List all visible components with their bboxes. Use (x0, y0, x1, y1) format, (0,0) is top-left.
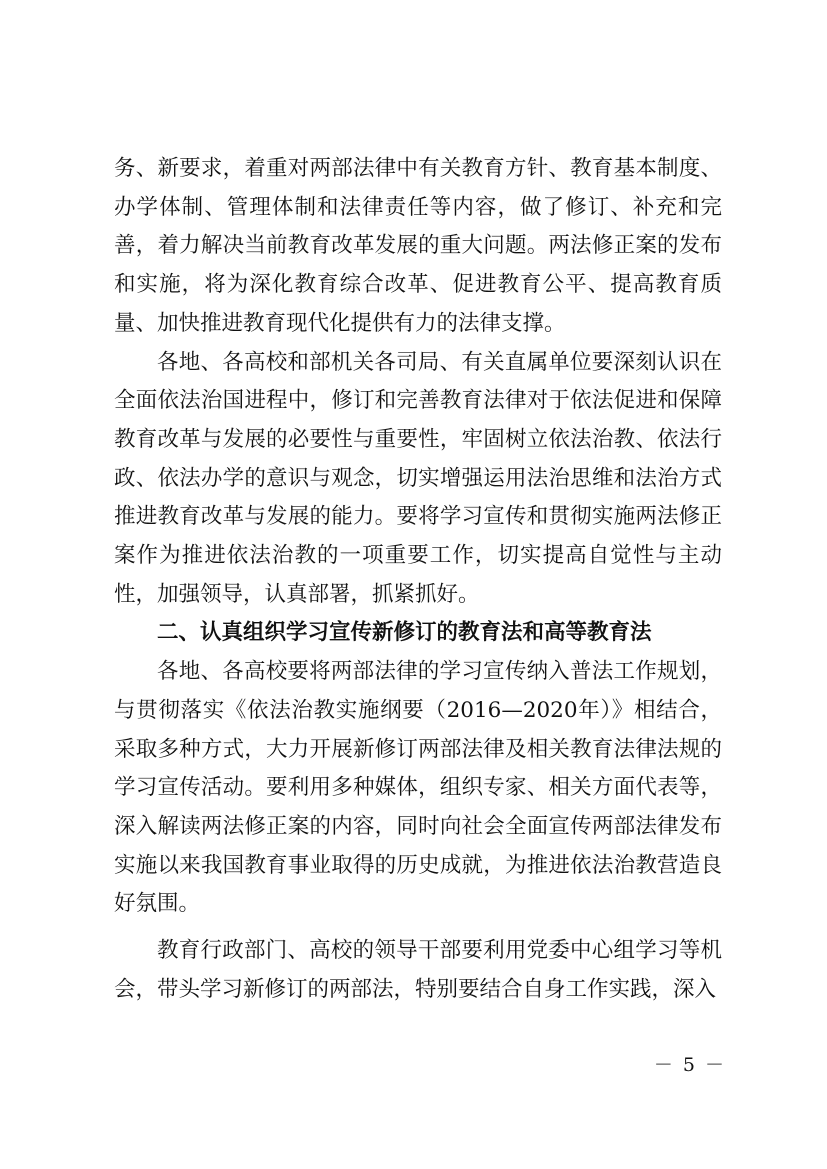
paragraph-continuation: 务、新要求，着重对两部法律中有关教育方针、教育基本制度、办学体制、管理体制和法律责任等内容，做了修订、补充和完善，着力解决当前教育改革发展的重大问题。两法修正案的发布和实施，将为深化教育综合改革、促进教育公平、提高教育质量、加快推进教育现代化提供有力的法律支撑。 (114, 156, 722, 336)
section-heading-2: 二、认真组织学习宣传新修订的教育法和高等教育法 (157, 620, 652, 646)
paragraph-leadership: 教育行政部门、高校的领导干部要利用党委中心组学习等机会，带头学习新修订的两部法，特别要结合自身工作实践，深入 (114, 938, 722, 1002)
page-number: － 5 － (653, 1054, 726, 1076)
paragraph-publicity: 各地、各高校要将两部法律的学习宣传纳入普法工作规划，与贯彻落实《依法治教实施纲要（2016—2020年）》相结合，采取多种方式，大力开展新修订两部法律及相关教育法律法规的学习宣传活动。要利用多种媒体，组织专家、相关方面代表等，深入解读两法修正案的内容，同时向社会全面宣传两部法律发布实施以来我国教育事业取得的历史成就，为推进依法治教营造良好氛围。 (114, 659, 722, 917)
document-body (114, 150, 722, 1009)
paragraph-awareness: 各地、各高校和部机关各司局、有关直属单位要深刻认识在全面依法治国进程中，修订和完善教育法律对于依法促进和保障教育改革与发展的必要性与重要性，牢固树立依法治教、依法行政、依法办学的意识与观念，切实增强运用法治思维和法治方式推进教育改革与发展的能力。要将学习宣传和贯彻实施两法修正案作为推进依法治教的一项重要工作，切实提高自觉性与主动性，加强领导，认真部署，抓紧抓好。 (114, 349, 722, 607)
